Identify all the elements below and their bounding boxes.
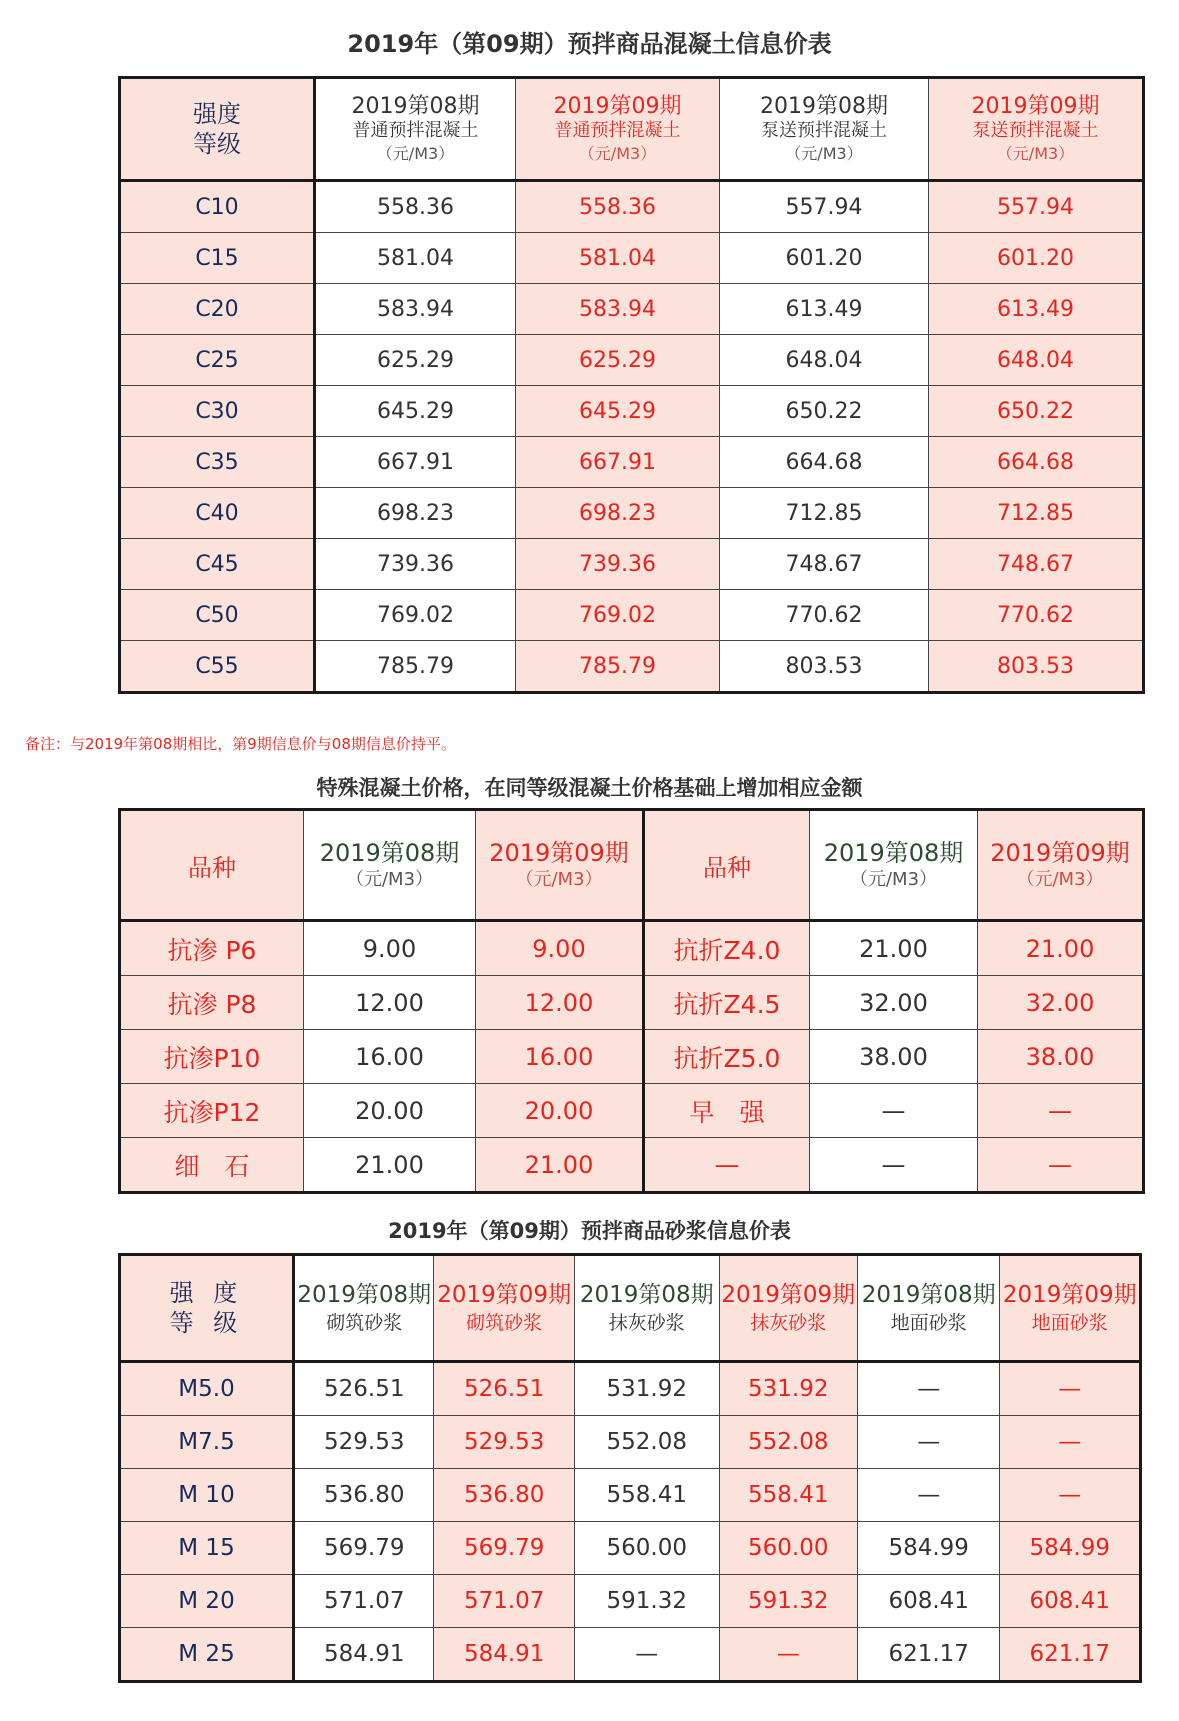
table-row bbox=[120, 1362, 1141, 1416]
grade-header-line2: 等 级 bbox=[169, 1309, 244, 1337]
price-cell: — bbox=[978, 1138, 1144, 1193]
price-cell: 20.00 bbox=[476, 1084, 644, 1138]
price-cell: 583.94 bbox=[516, 284, 720, 335]
price-cell: 648.04 bbox=[720, 335, 929, 386]
price-cell: 9.00 bbox=[304, 921, 476, 976]
period-label: 2019第08期 bbox=[760, 93, 888, 119]
column-header bbox=[857, 1255, 1000, 1362]
price-cell: 560.00 bbox=[719, 1522, 857, 1575]
table-row bbox=[120, 284, 1144, 335]
price-cell: — bbox=[719, 1628, 857, 1682]
kind-cell: 抗渗 P6 bbox=[120, 921, 304, 976]
price-cell: 9.00 bbox=[476, 921, 644, 976]
price-cell: 581.04 bbox=[516, 233, 720, 284]
kind-cell: 抗渗P12 bbox=[120, 1084, 304, 1138]
price-cell: 601.20 bbox=[720, 233, 929, 284]
price-cell: 748.67 bbox=[929, 539, 1144, 590]
column-header bbox=[810, 810, 978, 921]
price-cell: 712.85 bbox=[720, 488, 929, 539]
price-cell: 584.99 bbox=[857, 1522, 1000, 1575]
mortar-price-table bbox=[118, 1253, 1142, 1683]
special-concrete-table bbox=[118, 808, 1145, 1194]
kind-label: 泵送预拌混凝土 bbox=[972, 119, 1099, 141]
price-cell: 552.08 bbox=[719, 1416, 857, 1469]
table-row bbox=[120, 1084, 1144, 1138]
price-cell: 739.36 bbox=[516, 539, 720, 590]
price-cell: 21.00 bbox=[476, 1138, 644, 1193]
kind-label: 砌筑砂浆 bbox=[466, 1312, 543, 1334]
kind-cell: — bbox=[644, 1138, 810, 1193]
price-cell: 584.91 bbox=[434, 1628, 574, 1682]
table-row bbox=[120, 590, 1144, 641]
table-row bbox=[120, 1138, 1144, 1193]
price-cell: 32.00 bbox=[810, 976, 978, 1030]
grade-cell: C15 bbox=[120, 233, 315, 284]
kind-label: 普通预拌混凝土 bbox=[554, 119, 681, 141]
price-cell: 770.62 bbox=[720, 590, 929, 641]
price-cell: 664.68 bbox=[929, 437, 1144, 488]
period-label: 2019第08期 bbox=[319, 839, 460, 867]
price-cell: 664.68 bbox=[720, 437, 929, 488]
period-label: 2019第09期 bbox=[721, 1282, 856, 1308]
remark-note: 备注：与2019年第08期相比，第9期信息价与08期信息价持平。 bbox=[25, 735, 456, 753]
price-cell: 584.91 bbox=[294, 1628, 434, 1682]
table-row bbox=[120, 976, 1144, 1030]
grade-cell: C40 bbox=[120, 488, 315, 539]
table-row bbox=[120, 1030, 1144, 1084]
grade-cell: C10 bbox=[120, 181, 315, 233]
kind-label: 砌筑砂浆 bbox=[326, 1312, 403, 1334]
price-cell: 531.92 bbox=[574, 1362, 719, 1416]
price-cell: 621.17 bbox=[1000, 1628, 1141, 1682]
price-cell: 536.80 bbox=[294, 1469, 434, 1522]
period-label: 2019第09期 bbox=[489, 839, 629, 867]
table-row bbox=[120, 335, 1144, 386]
price-cell: 645.29 bbox=[315, 386, 516, 437]
column-header bbox=[304, 810, 476, 921]
column-header bbox=[574, 1255, 719, 1362]
price-cell: 569.79 bbox=[294, 1522, 434, 1575]
price-cell: 785.79 bbox=[315, 641, 516, 693]
unit-label: （元/M3） bbox=[345, 869, 434, 890]
price-cell: 698.23 bbox=[315, 488, 516, 539]
kind-cell: 抗折Z5.0 bbox=[644, 1030, 810, 1084]
price-cell: 32.00 bbox=[978, 976, 1144, 1030]
price-cell: — bbox=[810, 1138, 978, 1193]
price-cell: 526.51 bbox=[294, 1362, 434, 1416]
price-cell: 591.32 bbox=[574, 1575, 719, 1628]
price-cell: 21.00 bbox=[304, 1138, 476, 1193]
mortar-table-title: 2019年（第09期）预拌商品砂浆信息价表 bbox=[388, 1219, 791, 1243]
period-label: 2019第08期 bbox=[823, 839, 964, 867]
price-cell: 584.99 bbox=[1000, 1522, 1141, 1575]
unit-label: （元/M3） bbox=[578, 143, 657, 163]
unit-label: （元/M3） bbox=[849, 869, 938, 890]
column-header bbox=[978, 810, 1144, 921]
price-cell: 712.85 bbox=[929, 488, 1144, 539]
grade-header-line1: 强度 bbox=[193, 100, 241, 128]
price-cell: 739.36 bbox=[315, 539, 516, 590]
price-cell: 608.41 bbox=[857, 1575, 1000, 1628]
kind-cell: 抗折Z4.5 bbox=[644, 976, 810, 1030]
grade-cell: C55 bbox=[120, 641, 315, 693]
table-row bbox=[120, 1575, 1141, 1628]
price-cell: 571.07 bbox=[434, 1575, 574, 1628]
table-row bbox=[120, 1522, 1141, 1575]
grade-cell: M 20 bbox=[120, 1575, 294, 1628]
price-cell: 803.53 bbox=[929, 641, 1144, 693]
price-cell: 531.92 bbox=[719, 1362, 857, 1416]
column-header bbox=[1000, 1255, 1141, 1362]
column-header bbox=[294, 1255, 434, 1362]
period-label: 2019第09期 bbox=[990, 839, 1130, 867]
period-label: 2019第09期 bbox=[971, 93, 1100, 119]
price-cell: 560.00 bbox=[574, 1522, 719, 1575]
table-row bbox=[120, 437, 1144, 488]
column-header bbox=[929, 78, 1144, 181]
period-label: 2019第08期 bbox=[297, 1282, 432, 1308]
price-cell: 667.91 bbox=[516, 437, 720, 488]
price-cell: — bbox=[857, 1416, 1000, 1469]
price-cell: 583.94 bbox=[315, 284, 516, 335]
price-cell: 526.51 bbox=[434, 1362, 574, 1416]
unit-label: （元/M3） bbox=[515, 869, 603, 890]
unit-label: （元/M3） bbox=[996, 143, 1075, 163]
price-cell: 20.00 bbox=[304, 1084, 476, 1138]
price-cell: — bbox=[810, 1084, 978, 1138]
kind-cell: 早 强 bbox=[644, 1084, 810, 1138]
period-label: 2019第08期 bbox=[579, 1282, 714, 1308]
grade-header-line1: 强 度 bbox=[169, 1279, 244, 1307]
price-cell: 667.91 bbox=[315, 437, 516, 488]
price-cell: 558.41 bbox=[719, 1469, 857, 1522]
table-row bbox=[120, 1416, 1141, 1469]
price-cell: — bbox=[978, 1084, 1144, 1138]
grade-cell: M5.0 bbox=[120, 1362, 294, 1416]
unit-label: （元/M3） bbox=[785, 143, 863, 163]
period-label: 2019第09期 bbox=[553, 93, 682, 119]
table-row bbox=[120, 386, 1144, 437]
price-cell: 558.36 bbox=[516, 181, 720, 233]
kind-label: 抹灰砂浆 bbox=[750, 1312, 827, 1334]
price-cell: — bbox=[857, 1362, 1000, 1416]
period-label: 2019第08期 bbox=[351, 93, 480, 119]
grade-header bbox=[120, 1255, 294, 1362]
table-header-row bbox=[120, 1255, 1141, 1362]
price-cell: 785.79 bbox=[516, 641, 720, 693]
price-cell: 648.04 bbox=[929, 335, 1144, 386]
price-cell: 650.22 bbox=[720, 386, 929, 437]
price-cell: 571.07 bbox=[294, 1575, 434, 1628]
column-header bbox=[434, 1255, 574, 1362]
kind-label: 泵送预拌混凝土 bbox=[761, 119, 887, 141]
price-cell: — bbox=[1000, 1469, 1141, 1522]
special-table-title: 特殊混凝土价格，在同等级混凝土价格基础上增加相应金额 bbox=[316, 776, 863, 800]
price-cell: 769.02 bbox=[516, 590, 720, 641]
unit-label: （元/M3） bbox=[1016, 869, 1104, 890]
price-cell: 581.04 bbox=[315, 233, 516, 284]
price-cell: 569.79 bbox=[434, 1522, 574, 1575]
grade-cell: C35 bbox=[120, 437, 315, 488]
grade-cell: M 10 bbox=[120, 1469, 294, 1522]
price-cell: 748.67 bbox=[720, 539, 929, 590]
price-cell: — bbox=[1000, 1416, 1141, 1469]
price-cell: 645.29 bbox=[516, 386, 720, 437]
price-cell: 558.41 bbox=[574, 1469, 719, 1522]
period-label: 2019第09期 bbox=[437, 1282, 572, 1308]
price-cell: 601.20 bbox=[929, 233, 1144, 284]
price-cell: 21.00 bbox=[978, 921, 1144, 976]
grade-header-line2: 等级 bbox=[193, 130, 241, 158]
period-label: 2019第08期 bbox=[861, 1282, 996, 1308]
grade-header bbox=[120, 78, 315, 181]
grade-cell: C25 bbox=[120, 335, 315, 386]
table-row bbox=[120, 921, 1144, 976]
table-row bbox=[120, 181, 1144, 233]
table-row bbox=[120, 488, 1144, 539]
table-header-row bbox=[120, 78, 1144, 181]
price-cell: 557.94 bbox=[720, 181, 929, 233]
kind-cell: 抗渗P10 bbox=[120, 1030, 304, 1084]
price-cell: 12.00 bbox=[304, 976, 476, 1030]
price-cell: 613.49 bbox=[929, 284, 1144, 335]
grade-cell: C45 bbox=[120, 539, 315, 590]
grade-cell: M 15 bbox=[120, 1522, 294, 1575]
price-cell: 591.32 bbox=[719, 1575, 857, 1628]
price-cell: 769.02 bbox=[315, 590, 516, 641]
price-cell: — bbox=[1000, 1362, 1141, 1416]
grade-cell: M7.5 bbox=[120, 1416, 294, 1469]
unit-label: （元/M3） bbox=[376, 143, 455, 163]
price-cell: 698.23 bbox=[516, 488, 720, 539]
kind-header: 品种 bbox=[120, 810, 304, 921]
grade-cell: C30 bbox=[120, 386, 315, 437]
column-header bbox=[315, 78, 516, 181]
table-row bbox=[120, 641, 1144, 693]
price-cell: 552.08 bbox=[574, 1416, 719, 1469]
concrete-table-title: 2019年（第09期）预拌商品混凝土信息价表 bbox=[347, 30, 832, 58]
price-cell: 536.80 bbox=[434, 1469, 574, 1522]
price-cell: 803.53 bbox=[720, 641, 929, 693]
price-cell: 557.94 bbox=[929, 181, 1144, 233]
kind-label: 普通预拌混凝土 bbox=[352, 119, 479, 141]
table-row bbox=[120, 1469, 1141, 1522]
table-row bbox=[120, 1628, 1141, 1682]
price-cell: 625.29 bbox=[516, 335, 720, 386]
grade-cell: C50 bbox=[120, 590, 315, 641]
price-cell: 38.00 bbox=[810, 1030, 978, 1084]
column-header bbox=[720, 78, 929, 181]
kind-cell: 细 石 bbox=[120, 1138, 304, 1193]
price-cell: 770.62 bbox=[929, 590, 1144, 641]
price-cell: — bbox=[574, 1628, 719, 1682]
column-header bbox=[516, 78, 720, 181]
price-cell: 608.41 bbox=[1000, 1575, 1141, 1628]
kind-label: 地面砂浆 bbox=[890, 1312, 967, 1334]
price-cell: 558.36 bbox=[315, 181, 516, 233]
kind-cell: 抗渗 P8 bbox=[120, 976, 304, 1030]
grade-cell: M 25 bbox=[120, 1628, 294, 1682]
price-cell: 650.22 bbox=[929, 386, 1144, 437]
concrete-price-table bbox=[118, 76, 1145, 694]
kind-label: 地面砂浆 bbox=[1031, 1312, 1108, 1334]
table-row bbox=[120, 539, 1144, 590]
kind-cell: 抗折Z4.0 bbox=[644, 921, 810, 976]
price-cell: 613.49 bbox=[720, 284, 929, 335]
kind-label: 抹灰砂浆 bbox=[608, 1312, 685, 1334]
price-cell: 12.00 bbox=[476, 976, 644, 1030]
table-header-row bbox=[120, 810, 1144, 921]
kind-header: 品种 bbox=[644, 810, 810, 921]
price-cell: 529.53 bbox=[294, 1416, 434, 1469]
price-cell: 625.29 bbox=[315, 335, 516, 386]
price-cell: 16.00 bbox=[476, 1030, 644, 1084]
price-cell: 16.00 bbox=[304, 1030, 476, 1084]
price-cell: — bbox=[857, 1469, 1000, 1522]
period-label: 2019第09期 bbox=[1002, 1282, 1137, 1308]
column-header bbox=[719, 1255, 857, 1362]
price-cell: 621.17 bbox=[857, 1628, 1000, 1682]
price-cell: 21.00 bbox=[810, 921, 978, 976]
grade-cell: C20 bbox=[120, 284, 315, 335]
price-cell: 529.53 bbox=[434, 1416, 574, 1469]
column-header bbox=[476, 810, 644, 921]
table-row bbox=[120, 233, 1144, 284]
price-cell: 38.00 bbox=[978, 1030, 1144, 1084]
